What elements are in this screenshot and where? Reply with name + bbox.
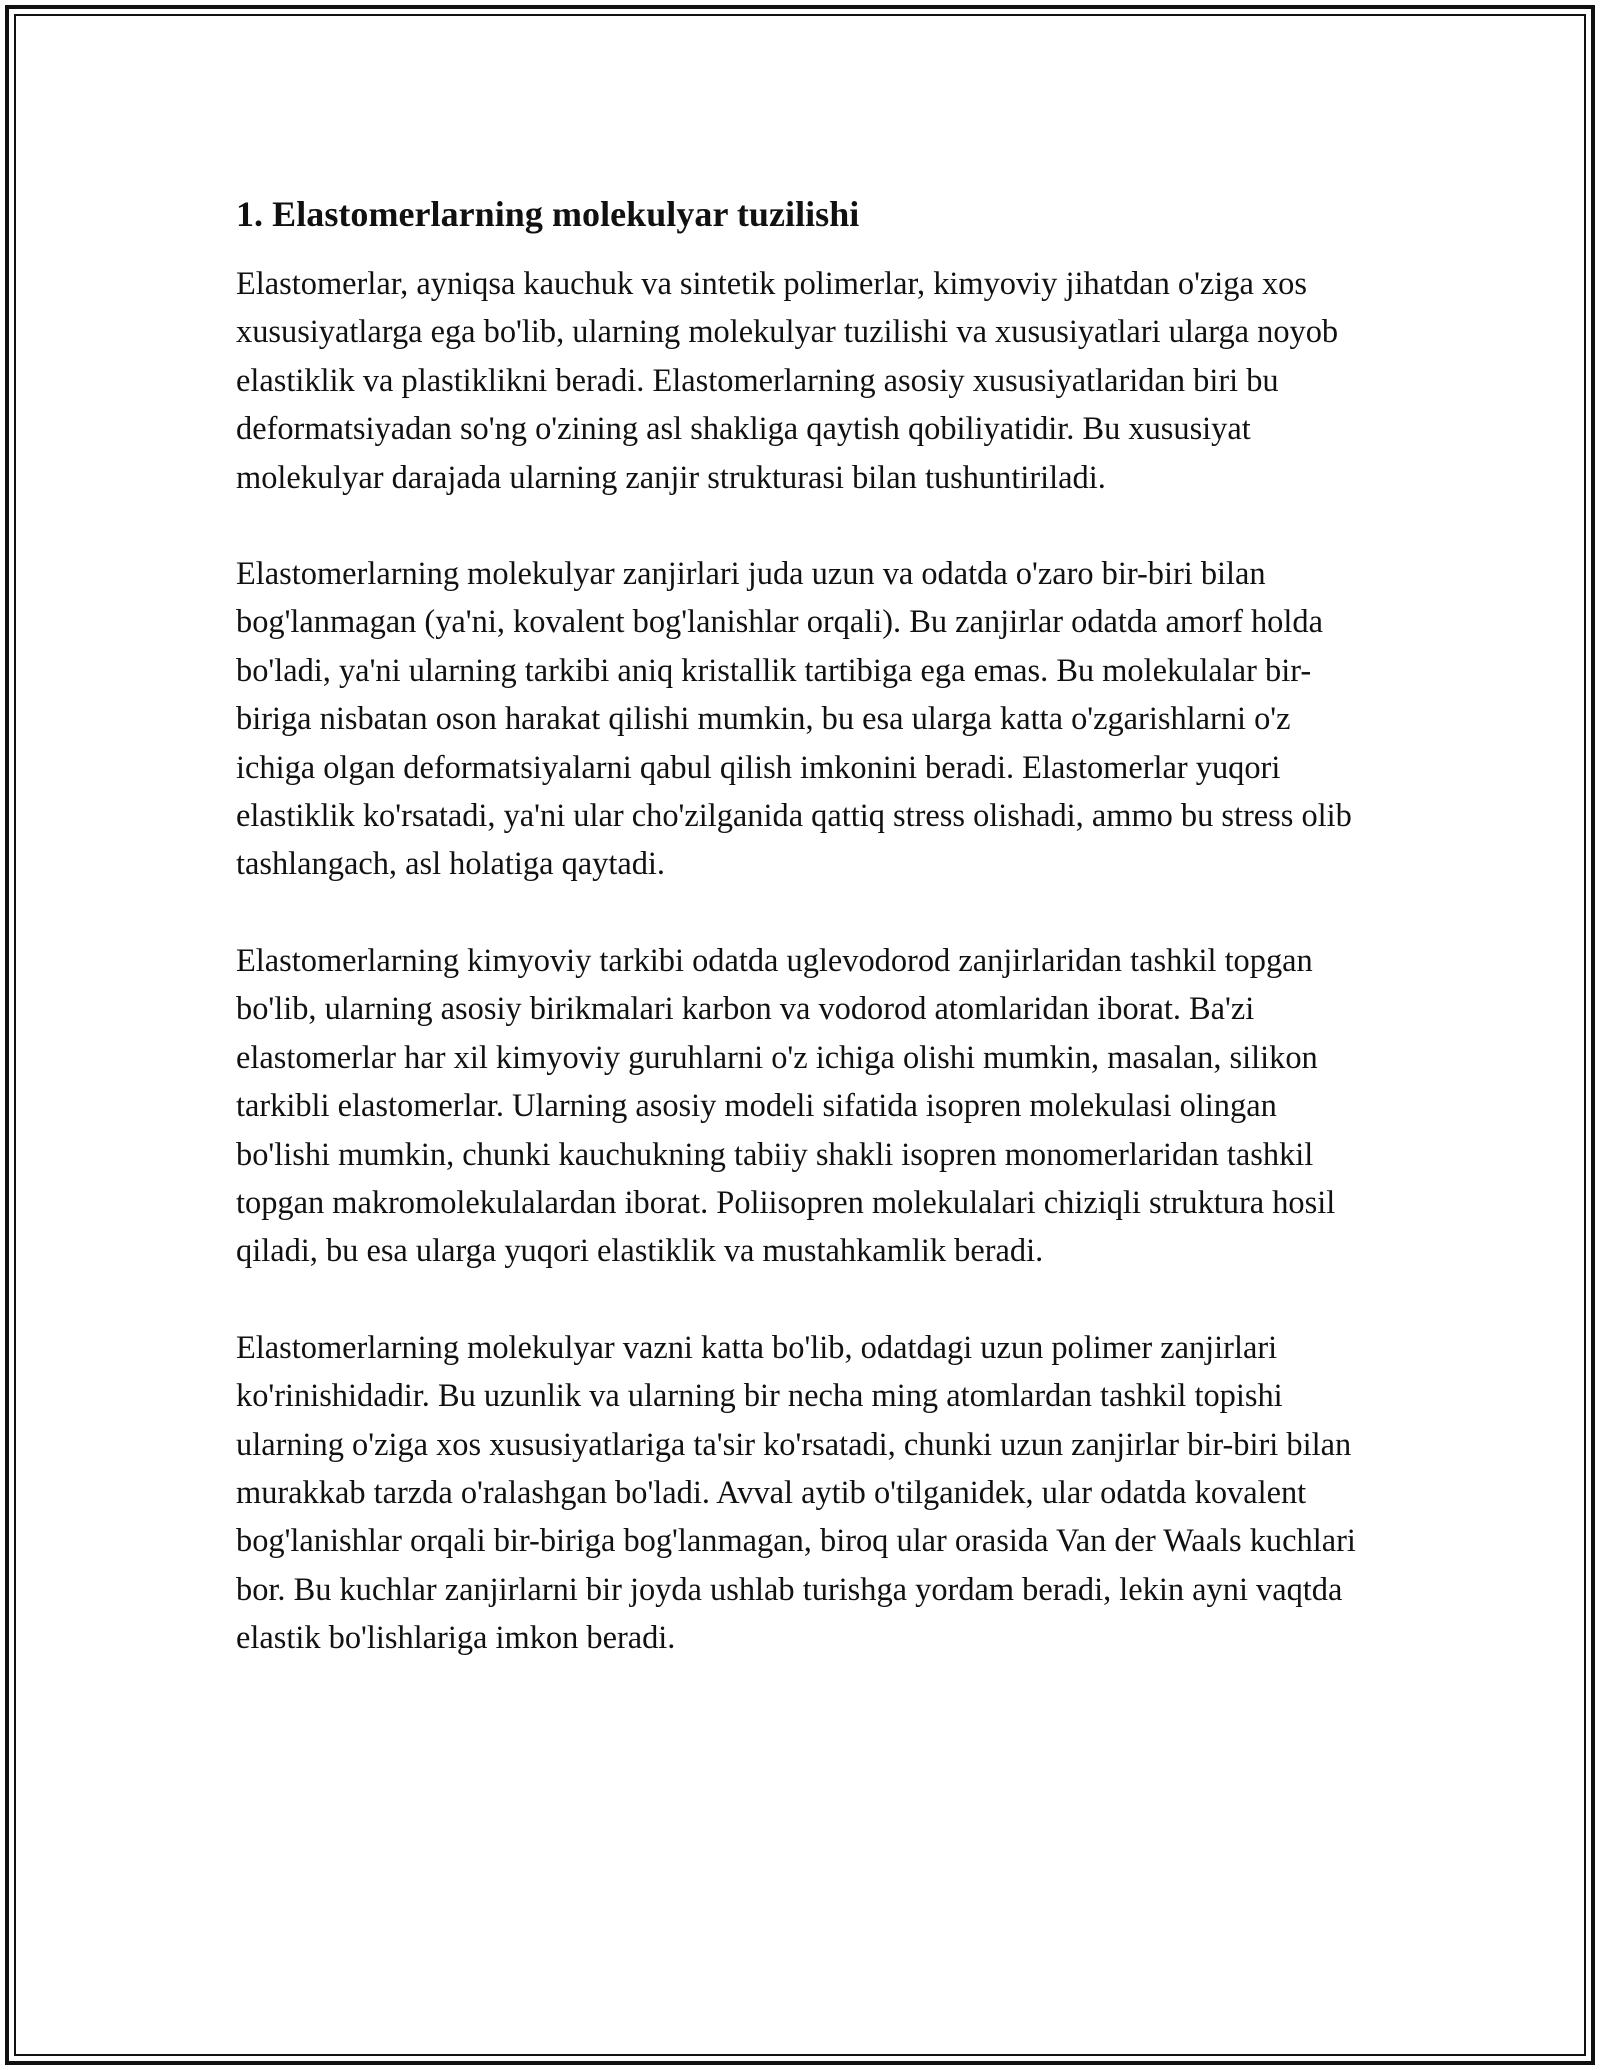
paragraph-3: Elastomerlarning kimyoviy tarkibi odatda uglevodorod zanjirlaridan tashkil topgan bo'lib, ularning asosiy birikmalari karbon va vodorod atomlaridan iborat. Ba'zi elastomerlar har xil kimyoviy guruhlarni o'z ichiga olishi mumkin, masalan, silikon tarkibli elastomerlar. Ularning asosiy modeli sifatida isopren molekulasi olingan bo'lishi mumkin, chunki kauchukning tabiiy shakli isopren monomerlaridan tashkil topgan makromolekulalardan iborat. Poliisopren molekulalari chiziqli struktura hosil qiladi, bu esa ularga yuqori elastiklik va mustahkamlik beradi. [236, 942, 1336, 1270]
paragraph-1: Elastomerlar, ayniqsa kauchuk va sintetik polimerlar, kimyoviy jihatdan o'ziga xos xususiyatlarga ega bo'lib, ularning molekulyar tuzilishi va xususiyatlari ularga noyob elastiklik va plastiklikni beradi. Elastomerlarning asosiy xususiyatlaridan biri bu deformatsiyadan so'ng o'zining asl shakliga qaytish qobiliyatidir. Bu xususiyat molekulyar darajada ularning zanjir strukturasi bilan tushuntiriladi. [236, 266, 1339, 496]
paragraph-4: Elastomerlarning molekulyar vazni katta bo'lib, odatdagi uzun polimer zanjirlari ko'rinishidadir. Bu uzunlik va ularning bir necha ming atomlardan tashkil topishi ularning o'ziga xos xususiyatlariga ta'sir ko'rsatadi, chunki uzun zanjirlar bir-biri bilan murakkab tarzda o'ralashgan bo'ladi. Avval aytib o'tilganidek, ular odatda kovalent bog'lanishlar orqali bir-biriga bog'lanmagan, biroq ular orasida Van der Waals kuchlari bor. Bu kuchlar zanjirlarni bir joyda ushlab turishga yordam beradi, lekin ayni vaqtda elastik bo'lishlariga imkon beradi. [236, 1329, 1356, 1657]
paragraph-2: Elastomerlarning molekulyar zanjirlari juda uzun va odatda o'zaro bir-biri bilan bog'lanmagan (ya'ni, kovalent bog'lanishlar orqali). Bu zanjirlar odatda amorf holda bo'ladi, ya'ni ularning tarkibi aniq kristallik tartibiga ega emas. Bu molekulalar bir-biriga nisbatan oson harakat qilishi mumkin, bu esa ularga katta o'zgarishlarni o'z ichiga olgan deformatsiyalarni qabul qilish imkonini beradi. Elastomerlar yuqori elastiklik ko'rsatadi, ya'ni ular cho'zilganida qattiq stress olishadi, ammo bu stress olib tashlangach, asl holatiga qaytadi. [236, 556, 1352, 883]
section-heading: 1. Elastomerlarning molekulyar tuzilishi [236, 194, 860, 234]
document-content [236, 188, 1366, 1663]
